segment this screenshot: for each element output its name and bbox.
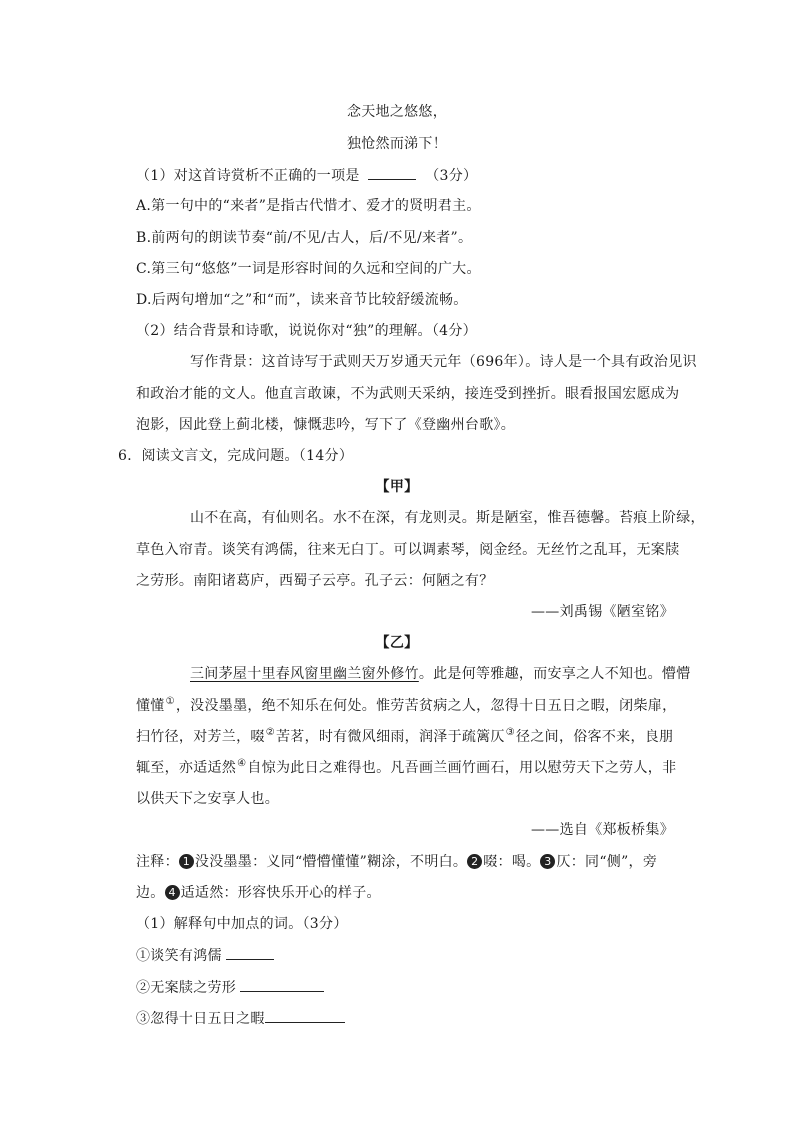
background-line-1: 写作背景：这首诗写于武则天万岁通天元年（696年）。诗人是一个具有政治见识 bbox=[190, 354, 697, 370]
passage-yi-line-5: 以供天下之安享人也。 bbox=[136, 791, 279, 807]
passage-jia-line-2: 草色入帘青。谈笑有鸿儒，往来无白丁。可以调素琴，阅金经。无丝竹之乱耳，无案牍 bbox=[136, 542, 680, 558]
note-number-3: 3 bbox=[540, 854, 555, 869]
passage-yi-text: 扫竹径，对芳兰，啜 bbox=[136, 729, 265, 745]
option-c: C.第三句“悠悠”一词是形容时间的久远和空间的广大。 bbox=[136, 261, 481, 277]
question-5-1-score: （3分） bbox=[425, 168, 478, 184]
answer-blank-3[interactable] bbox=[265, 1008, 345, 1023]
passage-yi-text: 苦茗，时有微风细雨，润泽于疏篱仄 bbox=[275, 729, 505, 745]
question-5-2: （2）结合背景和诗歌，说说你对“独”的理解。（4分） bbox=[136, 323, 477, 339]
passage-yi-text: ，没没墨墨，绝不知乐在何处。惟劳苦贫病之人，忽得十日五日之暇，闭柴扉， bbox=[175, 698, 677, 714]
note-2: 啜：喝。 bbox=[483, 854, 541, 870]
notes-line-1 bbox=[136, 852, 657, 872]
passage-yi-line-3 bbox=[136, 727, 673, 749]
background-line-2: 和政治才能的文人。他直言敢谏，不为武则天采纳，接连受到挫折。眼看报国宏愿成为 bbox=[136, 386, 680, 402]
answer-blank-5-1[interactable] bbox=[368, 165, 416, 180]
passage-jia-heading: 【甲】 bbox=[375, 479, 419, 495]
footnote-marker-3: ③ bbox=[505, 727, 516, 738]
answer-blank-1[interactable] bbox=[226, 945, 274, 960]
underlined-sentence: 三间茅屋十里春风窗里幽兰窗外修竹 bbox=[190, 666, 419, 682]
note-number-1: 1 bbox=[179, 854, 194, 869]
background-line-3: 泡影，因此登上蓟北楼，慷慨悲吟，写下了《登幽州台歌》。 bbox=[136, 417, 516, 433]
note-4: 适适然：形容快乐开心的样子。 bbox=[180, 885, 381, 901]
passage-yi-line-2 bbox=[136, 696, 676, 718]
item-text: ①谈笑有鸿儒 bbox=[136, 948, 222, 964]
passage-yi-line-1-rest: 。此是何等雅趣，而安享之人不知也。懵懵 bbox=[418, 666, 691, 682]
question-6-1-item-2 bbox=[136, 977, 328, 998]
item-text: ③忽得十日五日之暇 bbox=[136, 1011, 265, 1027]
poem-line-3: 念天地之悠悠， bbox=[346, 104, 448, 120]
note-number-2: 2 bbox=[467, 854, 482, 869]
passage-yi-line-1 bbox=[190, 664, 691, 684]
footnote-marker-2: ② bbox=[265, 727, 275, 738]
passage-jia-line-1: 山不在高，有仙则名。水不在深，有龙则灵。斯是陋室，惟吾德馨。苔痕上阶绿， bbox=[190, 510, 705, 526]
footnote-marker-4: ④ bbox=[237, 758, 247, 769]
passage-jia-source: ——刘禹锡《陋室铭》 bbox=[531, 604, 674, 620]
note-number-4: 4 bbox=[165, 885, 180, 900]
notes-label: 注释： bbox=[136, 854, 179, 870]
question-6-1: （1）解释句中加点的词。（3分） bbox=[136, 916, 348, 932]
note-3: 仄：同“侧”，旁 bbox=[556, 854, 658, 870]
option-b: B.前两句的朗读节奏“前/不见/古人，后/不见/来者”。 bbox=[136, 230, 473, 246]
passage-yi-source: ——选自《郑板桥集》 bbox=[531, 822, 674, 838]
footnote-marker-1: ① bbox=[165, 696, 175, 707]
question-5-1-prompt: （1）对这首诗赏析不正确的一项是 bbox=[136, 168, 360, 184]
option-a: A.第一句中的“来者”是指古代惜才、爱才的贤明君主。 bbox=[136, 198, 481, 214]
answer-blank-2[interactable] bbox=[240, 977, 324, 992]
question-5-1 bbox=[136, 165, 477, 186]
passage-jia-line-3: 之劳形。南阳诸葛庐，西蜀子云亭。孔子云：何陋之有？ bbox=[136, 573, 494, 589]
item-text: ②无案牍之劳形 bbox=[136, 980, 237, 996]
notes-line-2 bbox=[136, 883, 381, 903]
passage-yi-text: 自惊为此日之难得也。凡吾画兰画竹画石，用以慰劳天下之劳人，非 bbox=[247, 760, 677, 776]
passage-yi-text: 径之间，俗客不来，良朋 bbox=[516, 729, 674, 745]
passage-yi-text: 辄至，亦适适然 bbox=[136, 760, 237, 776]
question-6-1-item-3 bbox=[136, 1008, 349, 1029]
passage-yi-heading: 【乙】 bbox=[375, 635, 419, 651]
passage-yi-text: 懂懂 bbox=[136, 698, 165, 714]
poem-line-4: 独怆然而涕下！ bbox=[346, 136, 448, 152]
option-d: D.后两句增加“之”和“而”，读来音节比较舒缓流畅。 bbox=[136, 292, 468, 308]
question-6-title: 6．阅读文言文，完成问题。（14分） bbox=[118, 448, 354, 464]
note-3-continued: 边。 bbox=[136, 885, 165, 901]
question-6-1-item-1 bbox=[136, 945, 278, 966]
note-1: 没没墨墨：义同“懵懵懂懂”糊涂，不明白。 bbox=[194, 854, 468, 870]
passage-yi-line-4 bbox=[136, 758, 676, 780]
